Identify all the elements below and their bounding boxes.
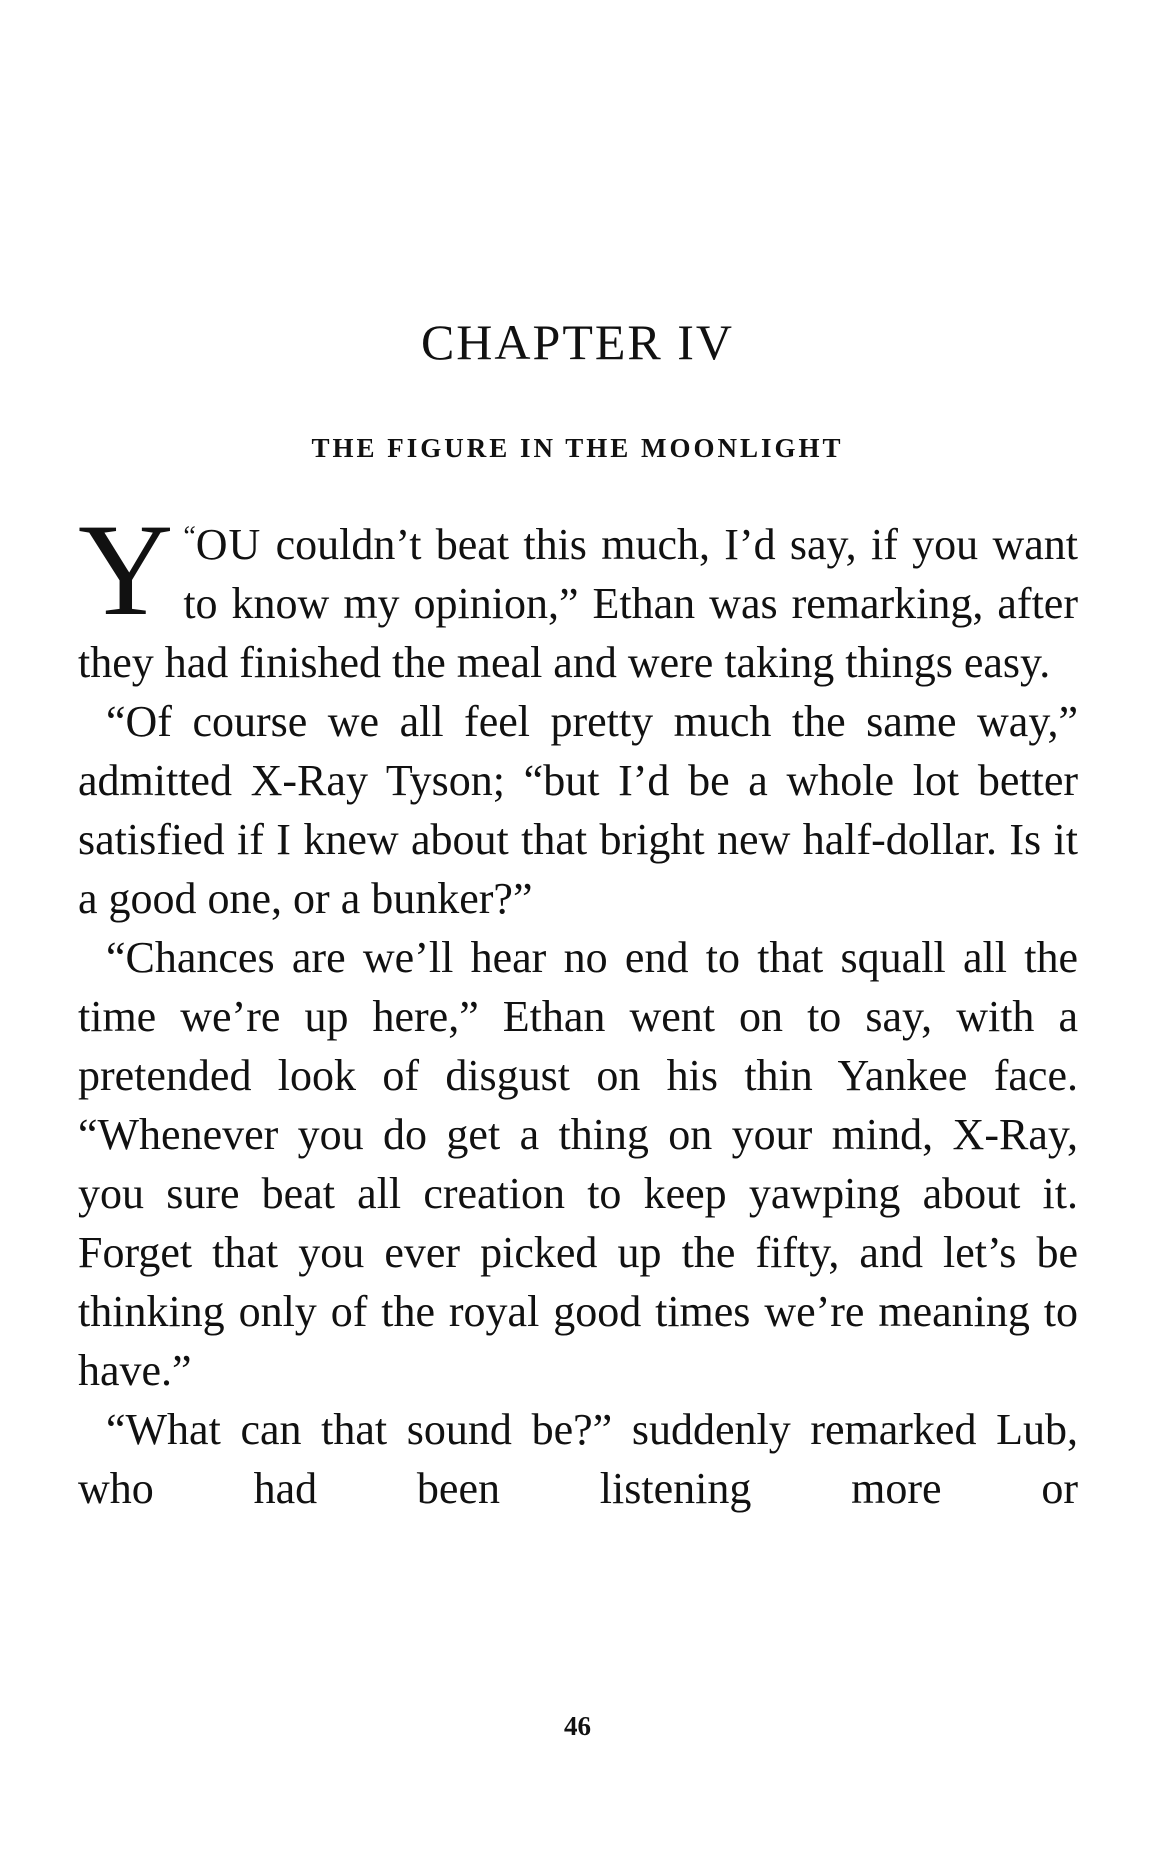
paragraph: “Of course we all feel pretty much the same way,” admitted X-Ray Tyson; “but I’d be a whole lot better satisfied if I knew about that bright new half-dollar. Is it a good one, or a bunker?” [78, 697, 1078, 923]
page-number: 46 [564, 1711, 591, 1741]
lead-caps: OU [195, 520, 262, 569]
opening-quote-mark: “ [183, 521, 196, 552]
drop-cap: Y [78, 496, 174, 643]
chapter-heading: CHAPTER IV [420, 314, 735, 370]
opening-paragraph [78, 496, 1078, 692]
chapter-subtitle: THE FIGURE IN THE MOONLIGHT [311, 433, 844, 463]
paragraph: “What can that sound be?” suddenly remarked Lub, who had been listening more or [78, 1405, 1078, 1513]
body-text [78, 496, 1078, 1518]
paragraph: “Chances are we’ll hear no end to that squall all the time we’re up here,” Ethan went on to say, with a pretended look of disgust on his thin Yankee face. “Whenever you do get a thing on your mind, X-Ray, you sure beat all creation to keep yawping about it. Forget that you ever picked up the fifty, and let’s be thinking only of the royal good times we’re meaning to have.” [78, 933, 1078, 1395]
opening-text: couldn’t beat this much, I’d say, if you want to know my opinion,” Ethan was remarking, after they had finished the meal and were taking things easy. [78, 520, 1078, 687]
